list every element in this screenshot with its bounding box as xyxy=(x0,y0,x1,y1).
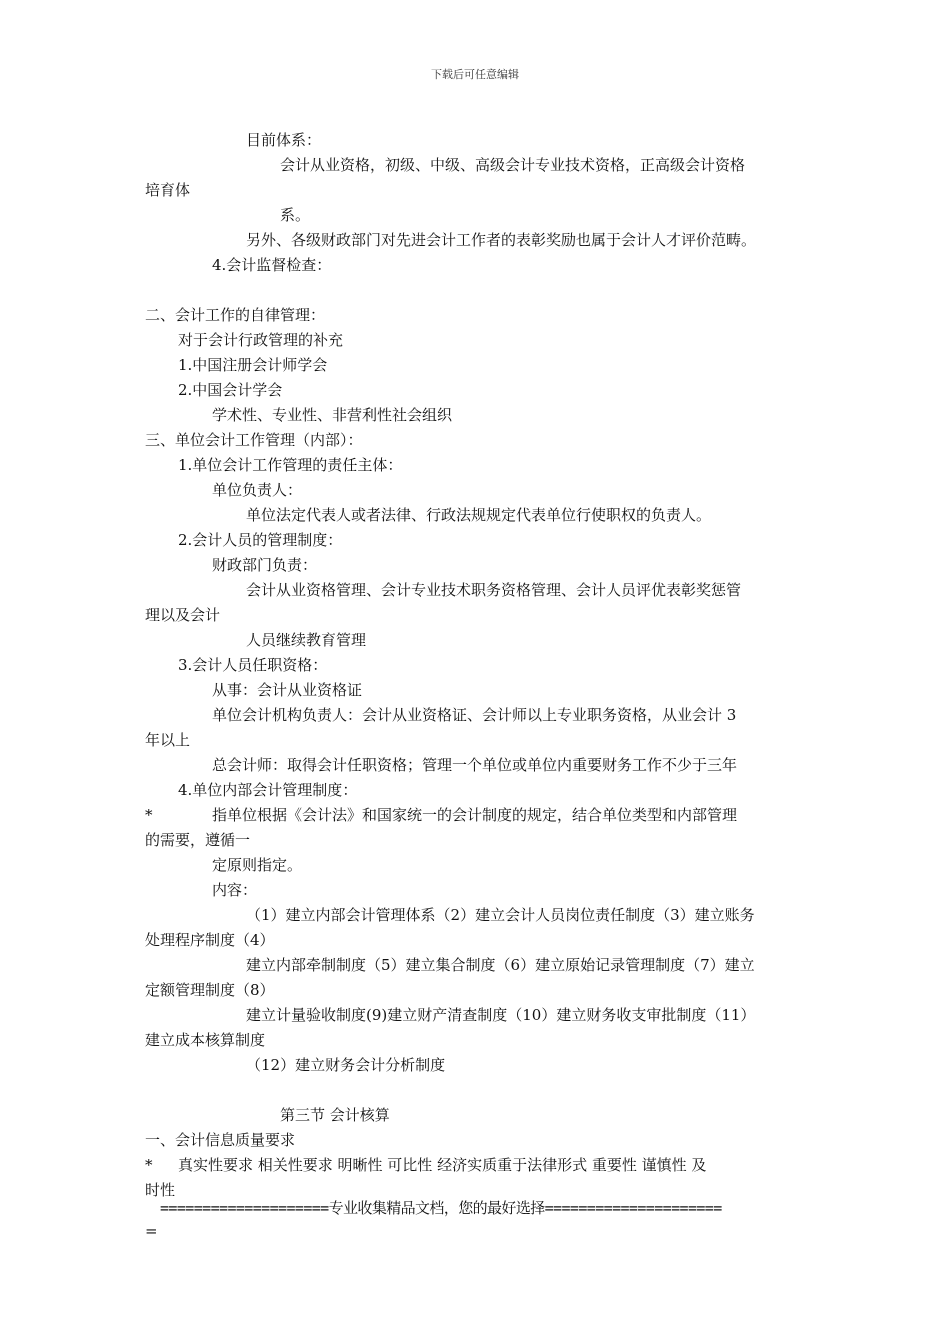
text-line: 内容： xyxy=(212,881,258,899)
bullet-mark: * xyxy=(145,1156,153,1174)
text-line: 1.中国注册会计师学会 xyxy=(178,356,328,374)
text-line: 单位会计机构负责人：会计从业资格证、会计师以上专业职务资格，从业会计 3 xyxy=(212,706,737,724)
text-line: 财政部门负责： xyxy=(212,556,318,574)
text-line: 2.会计人员的管理制度： xyxy=(178,531,343,549)
text-line: 真实性要求 相关性要求 明晰性 可比性 经济实质重于法律形式 重要性 谨慎性 及 xyxy=(178,1156,707,1174)
text-line: 4.单位内部会计管理制度： xyxy=(178,781,358,799)
text-line: 处理程序制度（4） xyxy=(145,931,275,949)
text-line: 4.会计监督检查： xyxy=(212,256,332,274)
text-line: 2.中国会计学会 xyxy=(178,381,283,399)
section-title: 第三节 会计核算 xyxy=(280,1106,390,1124)
text-line: 对于会计行政管理的补充 xyxy=(178,331,344,349)
page-header: 下载后可任意编辑 xyxy=(431,68,519,81)
text-line: 3.会计人员任职资格： xyxy=(178,656,328,674)
page-footer: ====================专业收集精品文档，您的最好选择===================== xyxy=(160,1199,722,1217)
text-line: 年以上 xyxy=(145,731,191,749)
text-line: 时性 xyxy=(145,1181,176,1199)
text-line: 单位负责人： xyxy=(212,481,303,499)
page-footer-tail: = xyxy=(145,1222,158,1240)
text-line: 会计从业资格，初级、中级、高级会计专业技术资格，正高级会计资格 xyxy=(280,156,746,174)
section-heading: 二、会计工作的自律管理： xyxy=(145,306,326,324)
text-line: 建立内部牵制制度（5）建立集合制度（6）建立原始记录管理制度（7）建立 xyxy=(246,956,755,974)
text-line: 建立计量验收制度(9)建立财产清查制度（10）建立财务收支审批制度（11） xyxy=(246,1006,756,1024)
text-line: 人员继续教育管理 xyxy=(246,631,367,649)
text-line: 的需要，遵循一 xyxy=(145,831,251,849)
text-line: 单位法定代表人或者法律、行政法规规定代表单位行使职权的负责人。 xyxy=(246,506,712,524)
text-line: 目前体系： xyxy=(246,131,322,149)
text-line: 理以及会计 xyxy=(145,606,221,624)
text-line: 定原则指定。 xyxy=(212,856,303,874)
text-line: 总会计师：取得会计任职资格；管理一个单位或单位内重要财务工作不少于三年 xyxy=(212,756,738,774)
text-line: 另外、各级财政部门对先进会计工作者的表彰奖励也属于会计人才评价范畴。 xyxy=(246,231,757,249)
text-line: 从事：会计从业资格证 xyxy=(212,681,363,699)
text-line: 会计从业资格管理、会计专业技术职务资格管理、会计人员评优表彰奖惩管 xyxy=(246,581,742,599)
text-line: 建立成本核算制度 xyxy=(145,1031,266,1049)
text-line: （12）建立财务会计分析制度 xyxy=(246,1056,446,1074)
text-line: 定额管理制度（8） xyxy=(145,981,275,999)
text-line: 系。 xyxy=(280,206,311,224)
bullet-mark: * xyxy=(145,806,153,824)
text-line: 培育体 xyxy=(145,181,191,199)
section-heading: 三、单位会计工作管理（内部）： xyxy=(145,431,363,449)
text-line: 学术性、专业性、非营利性社会组织 xyxy=(212,406,453,424)
section-heading: 一、会计信息质量要求 xyxy=(145,1131,296,1149)
text-line: （1）建立内部会计管理体系（2）建立会计人员岗位责任制度（3）建立账务 xyxy=(246,906,755,924)
text-line: 1.单位会计工作管理的责任主体： xyxy=(178,456,403,474)
text-line: 指单位根据《会计法》和国家统一的会计制度的规定，结合单位类型和内部管理 xyxy=(212,806,738,824)
